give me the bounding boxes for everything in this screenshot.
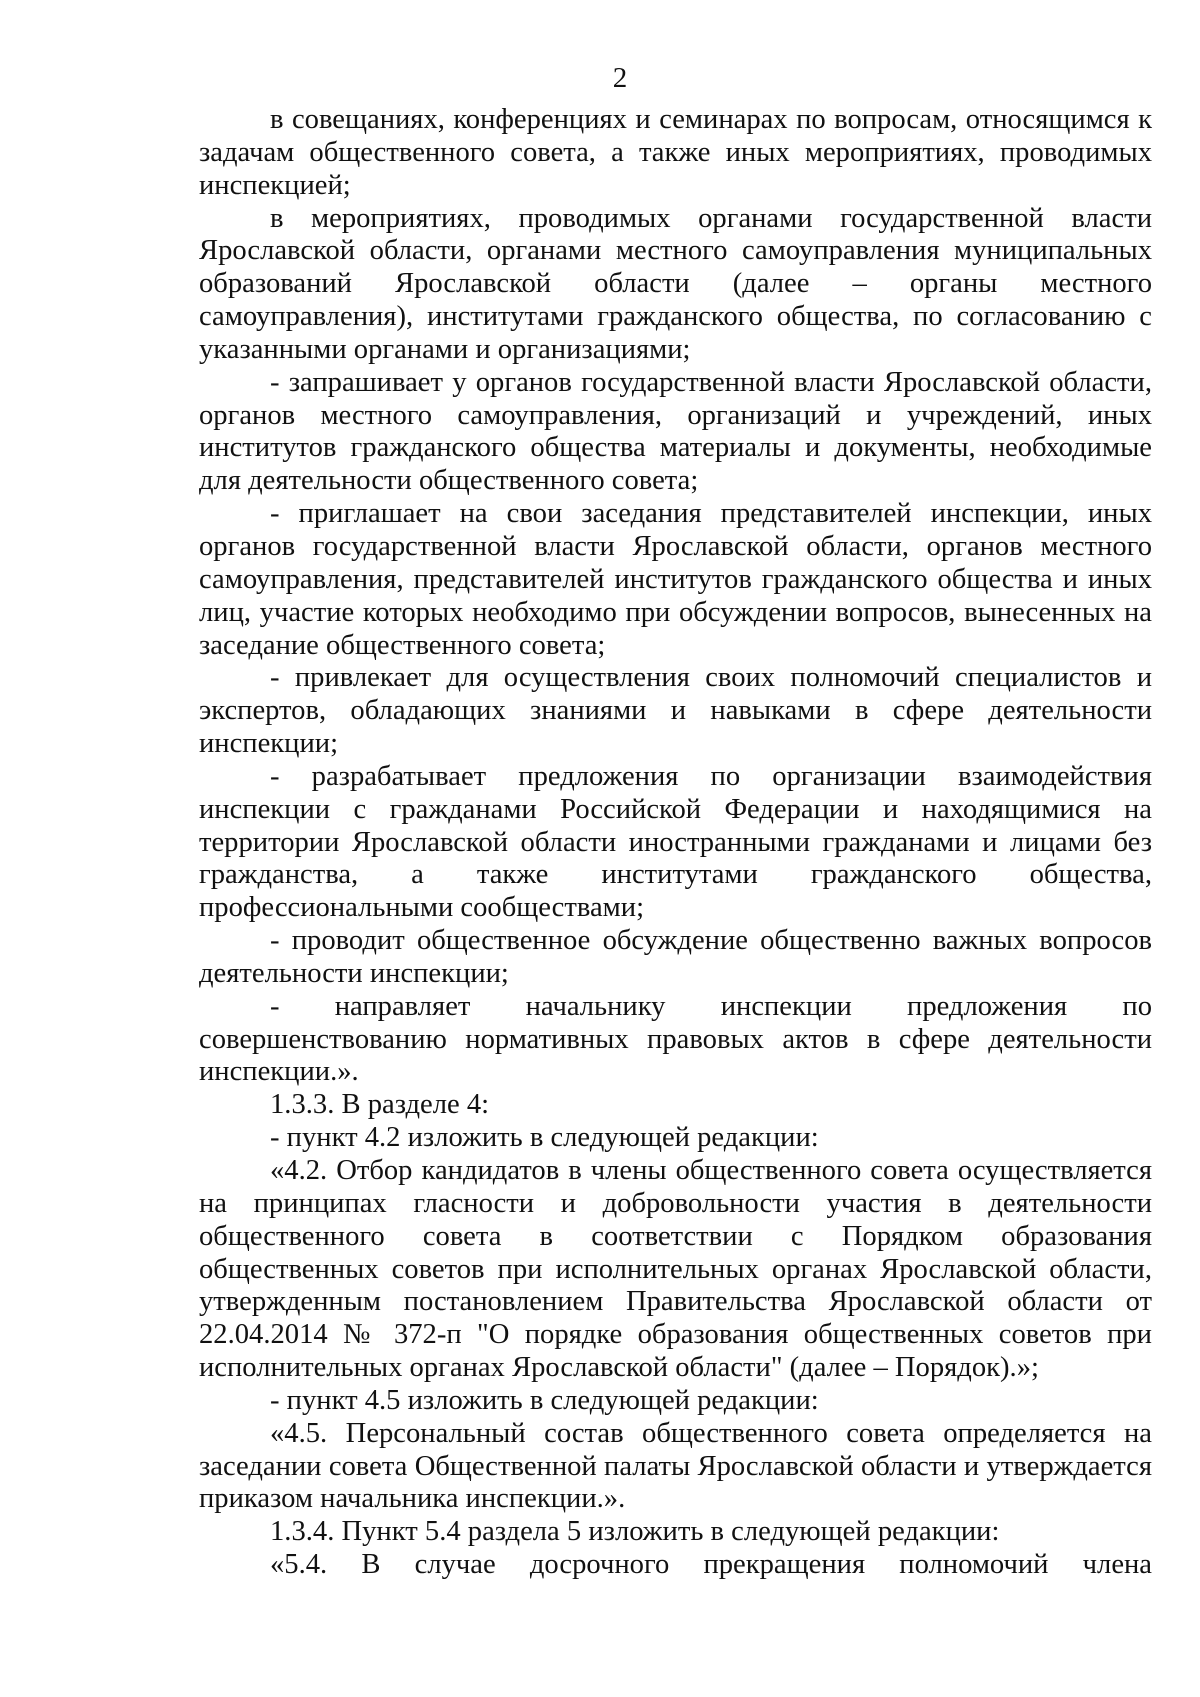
paragraph: - пункт 4.2 изложить в следующей редакции:	[270, 1122, 819, 1154]
paragraph: «4.5. Персональный состав общественного совета определяется на заседании совета Общественной палаты Ярославской области и утверждается приказом начальника инспекции.».	[199, 1417, 1152, 1515]
document-body	[199, 104, 1152, 1582]
paragraph: в мероприятиях, проводимых органами государственной власти Ярославской области, органами местного самоуправления муниципальных образований Ярославской области (далее – органы местного самоуправления), институтами гражданского общества, по согласованию с указанными органами и организациями;	[199, 202, 1152, 365]
paragraph: - пункт 4.5 изложить в следующей редакции:	[270, 1384, 819, 1416]
paragraph: - запрашивает у органов государственной власти Ярославской области, органов местного самоуправления, организаций и учреждений, иных институтов гражданского общества материалы и документы, необходимые для деятельности общественного совета;	[199, 366, 1152, 497]
paragraph: 1.3.3. В разделе 4:	[270, 1089, 490, 1121]
paragraph: - привлекает для осуществления своих полномочий специалистов и экспертов, обладающих знаниями и навыками в сфере деятельности инспекции;	[199, 662, 1152, 760]
paragraph: «4.2. Отбор кандидатов в члены общественного совета осуществляется на принципах гласности и добровольности участия в деятельности общественного совета в соответствии с Порядком образования общественных советов при исполнительных органах Ярославской области, утвержденным постановлением Правительства Ярославской области от 22.04.2014 № 372-п "О порядке образования общественных советов при исполнительных органах Ярославской области" (далее – Порядок).»;	[199, 1155, 1152, 1384]
page-number: 2	[612, 62, 628, 94]
paragraph: - проводит общественное обсуждение общественно важных вопросов деятельности инспекции;	[199, 925, 1152, 989]
paragraph: - приглашает на свои заседания представителей инспекции, иных органов государственной власти Ярославской области, органов местного самоуправления, представителей институтов гражданского общества и иных лиц, участие которых необходимо при обсуждении вопросов, вынесенных на заседание общественного совета;	[199, 498, 1152, 661]
paragraph: в совещаниях, конференциях и семинарах по вопросам, относящимся к задачам общественного совета, а также иных мероприятиях, проводимых инспекцией;	[199, 104, 1152, 201]
paragraph: - направляет начальнику инспекции предложения по совершенствованию нормативных правовых актов в сфере деятельности инспекции.».	[199, 990, 1152, 1088]
paragraph: - разрабатывает предложения по организации взаимодействия инспекции с гражданами Российской Федерации и находящимися на территории Ярославской области иностранными гражданами и лицами без гражданства, а также институтами гражданского общества, профессиональными сообществами;	[199, 760, 1152, 924]
paragraph: «5.4. В случае досрочного прекращения полномочий члена	[270, 1549, 1152, 1581]
paragraph: 1.3.4. Пункт 5.4 раздела 5 изложить в следующей редакции:	[270, 1516, 1000, 1548]
